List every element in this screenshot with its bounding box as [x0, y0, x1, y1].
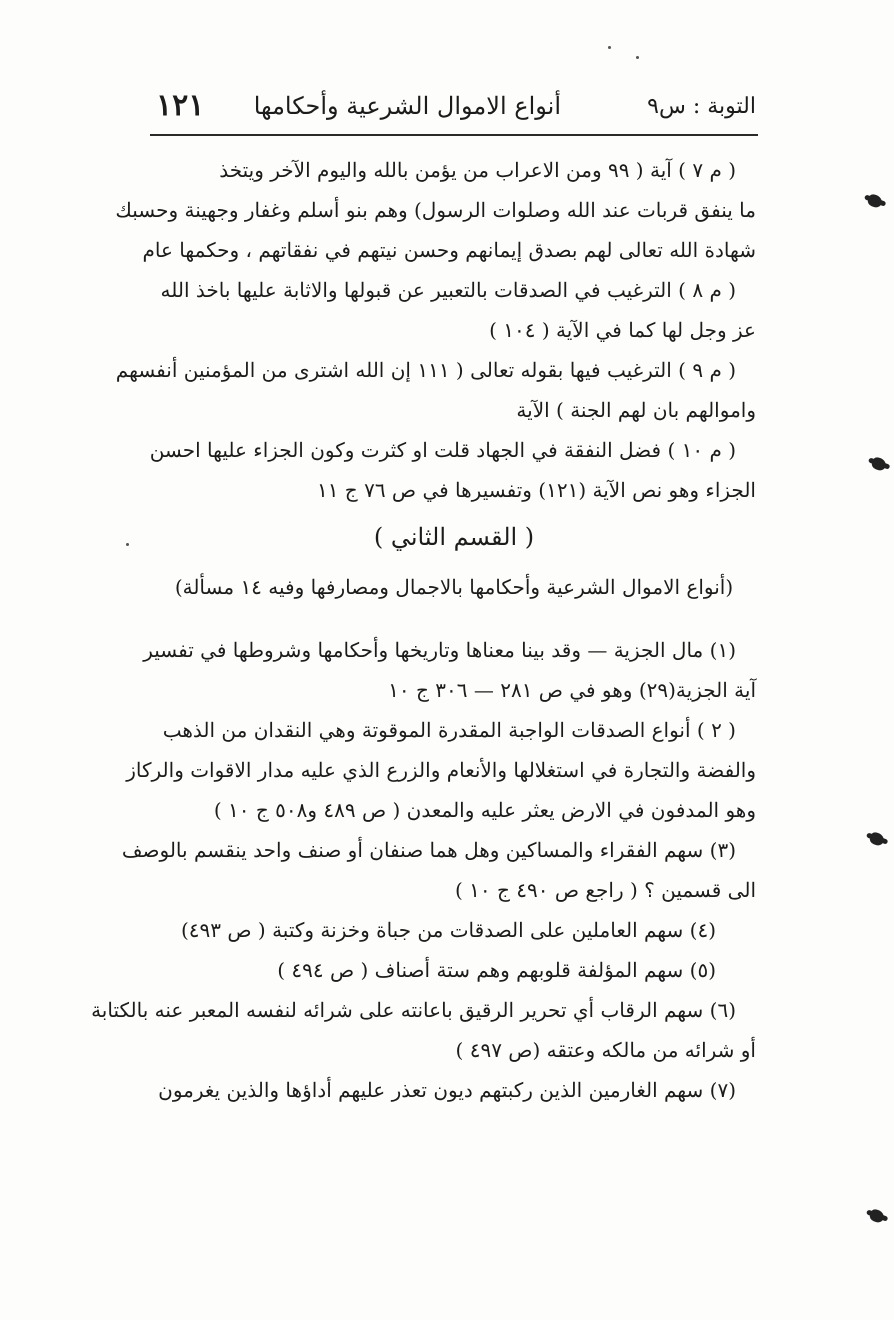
speck-mark [126, 543, 129, 546]
text-line: ما ينفق قربات عند الله وصلوات الرسول) وهم بنو أسلم وغفار وجهينة وحسبك [115, 198, 756, 222]
text-line: ( م ٨ ) الترغيب في الصدقات بالتعبير عن قبولها والاثابة عليها باخذ الله [160, 278, 736, 302]
section-subtitle: (أنواع الاموال الشرعية وأحكامها بالاجمال ومصارفها وفيه ١٤ مسألة) [174, 575, 734, 599]
text-line: (٥) سهم المؤلفة قلوبهم وهم ستة أصناف ( ص ٤٩٤ ) [277, 958, 716, 982]
text-line: ( م ٧ ) آية ( ٩٩ ومن الاعراب من يؤمن بالله واليوم الآخر ويتخذ [219, 158, 736, 182]
header-rule [150, 134, 758, 136]
header-title: أنواع الاموال الشرعية وأحكامها [253, 92, 561, 120]
text-line: ( م ٩ ) الترغيب فيها بقوله تعالى ( ١١١ إن الله اشترى من المؤمنين أنفسهم [115, 358, 736, 382]
text-line: ( م ١٠ ) فضل النفقة في الجهاد قلت او كثرت وكون الجزاء عليها احسن [149, 438, 736, 462]
text-line: (٣) سهم الفقراء والمساكين وهل هما صنفان أو صنف واحد ينقسم بالوصف [121, 838, 736, 862]
surah-reference: التوبة : س٩ [647, 94, 756, 119]
spacer [152, 610, 756, 630]
ink-blot-mark [870, 456, 887, 472]
speck-mark [636, 56, 639, 59]
speck-mark [608, 46, 611, 49]
text-line: عز وجل لها كما في الآية ( ١٠٤ ) [489, 318, 756, 342]
text-line: الى قسمين ؟ ( راجع ص ٤٩٠ ج ١٠ ) [454, 878, 756, 902]
text-line: والفضة والتجارة في استغلالها والأنعام والزرع الذي عليه مدار الاقوات والركاز [126, 758, 756, 782]
text-line: أو شرائه من مالكه وعتقه (ص ٤٩٧ ) [455, 1038, 756, 1062]
text-line: (١) مال الجزية — وقد بينا معناها وتاريخها وأحكامها وشروطها في تفسير [143, 638, 736, 662]
text-line: شهادة الله تعالى لهم بصدق إيمانهم وحسن نيتهم في نفقاتهم ، وحكمها عام [142, 238, 756, 262]
text-line: آية الجزية(٢٩) وهو في ص ٢٨١ — ٣٠٦ ج ١٠ [388, 678, 756, 702]
running-header [150, 88, 756, 132]
text-line: (٤) سهم العاملين على الصدقات من جباة وخزنة وكتبة ( ص ٤٩٣) [180, 918, 716, 942]
text-line: الجزاء وهو نص الآية (١٢١) وتفسيرها في ص ٧٦ ج ١١ [316, 478, 756, 502]
text-line: وهو المدفون في الارض يعثر عليه والمعدن ( ص ٤٨٩ و٥٠٨ ج ١٠ ) [213, 798, 756, 822]
ink-blot-mark [868, 1208, 885, 1224]
text-line: واموالهم بان لهم الجنة ) الآية [516, 398, 756, 422]
text-line: (٧) سهم الغارمين الذين ركبتهم ديون تعذر عليهم أداؤها والذين يغرمون [158, 1078, 736, 1102]
ink-blot-mark [868, 831, 885, 847]
page-number: ١٢١ [156, 88, 205, 123]
ink-blot-mark [866, 193, 883, 209]
section-title: ( القسم الثاني ) [373, 523, 535, 551]
page-body [91, 150, 756, 1110]
text-line: ( ٢ ) أنواع الصدقات الواجبة المقدرة الموقوتة وهي النقدان من الذهب [162, 718, 736, 742]
text-line: (٦) سهم الرقاب أي تحرير الرقيق باعانته على شرائه لنفسه المعبر عنه بالكتابة [91, 998, 736, 1022]
